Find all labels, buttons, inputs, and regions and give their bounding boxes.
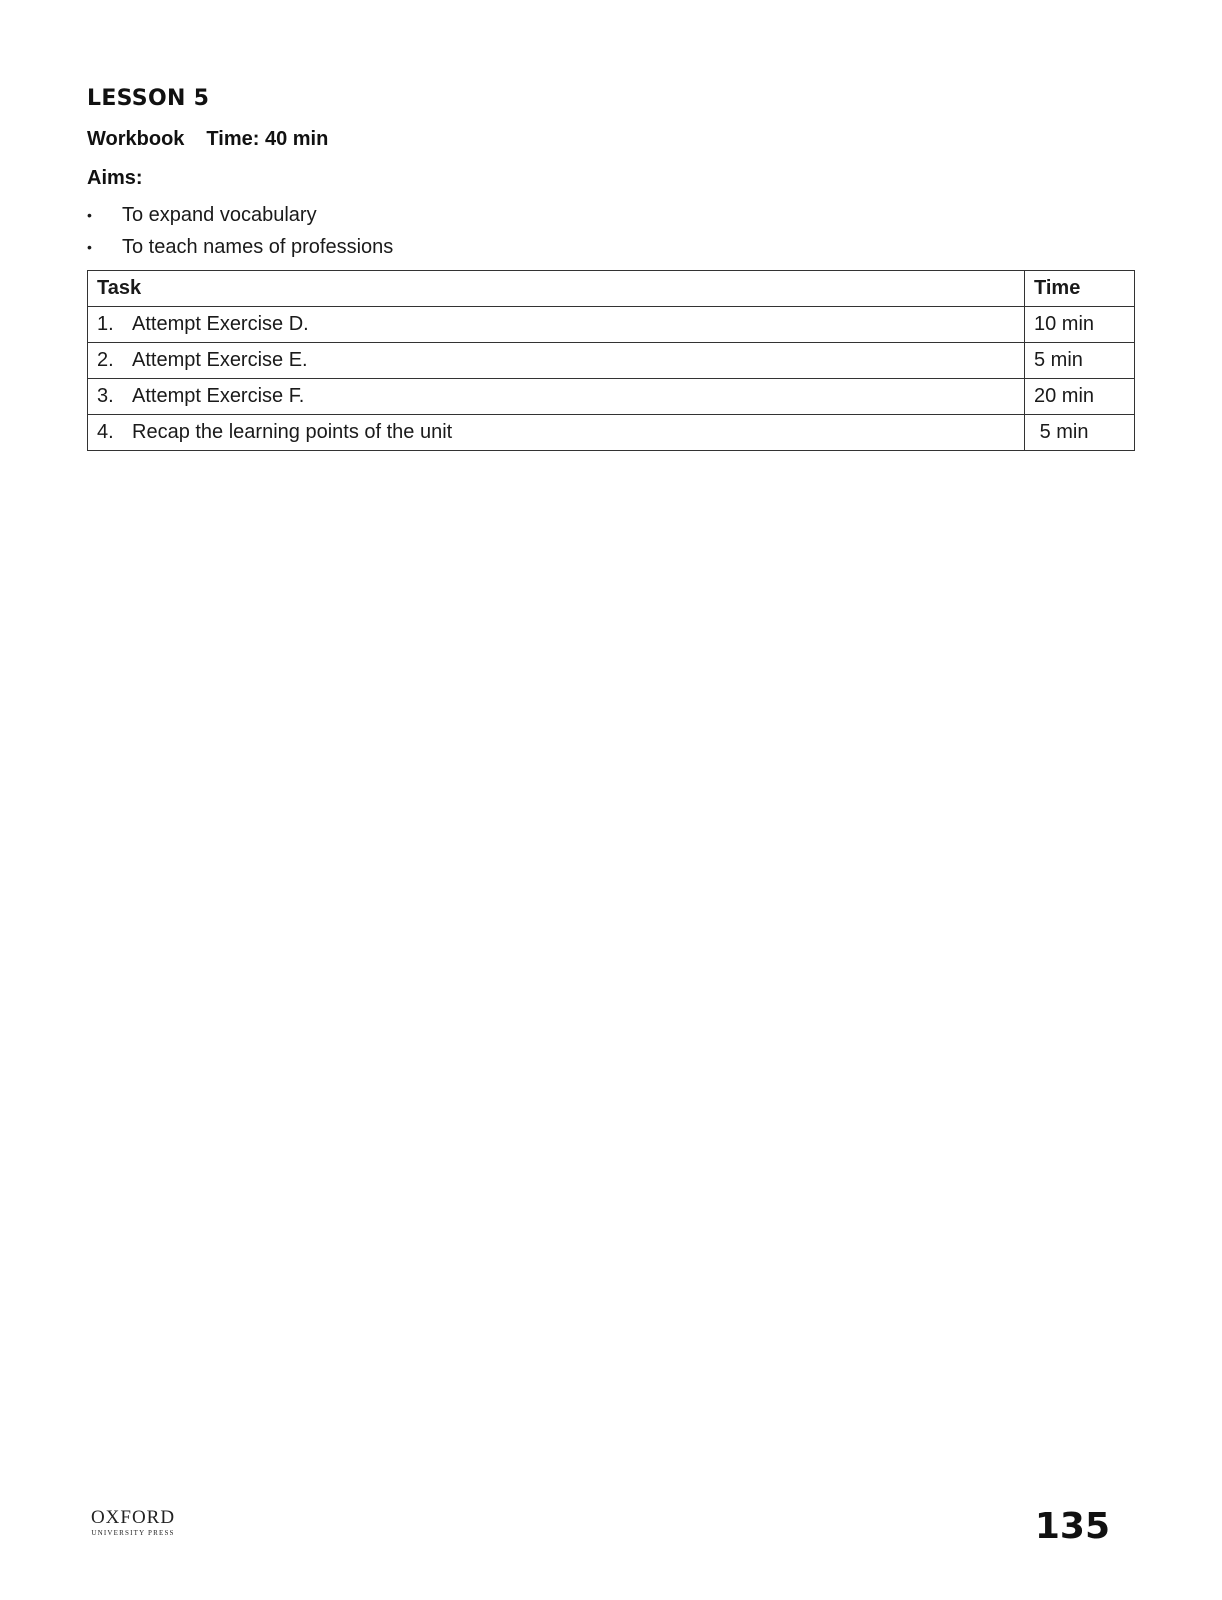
- header-time: Time: [1025, 271, 1135, 307]
- task-cell: [88, 343, 1025, 379]
- publisher-subtitle: UNIVERSITY PRESS: [91, 1529, 175, 1537]
- table-row: [88, 307, 1135, 343]
- time-cell: 10 min: [1025, 307, 1135, 343]
- page-number: 135: [1034, 1506, 1110, 1547]
- time-cell: 5 min: [1025, 343, 1135, 379]
- lesson-title: LESSON 5: [87, 86, 210, 111]
- lesson-time: Time: 40 min: [206, 128, 329, 150]
- task-number: 1.: [97, 313, 114, 335]
- table-row: [88, 379, 1135, 415]
- aim-text: To teach names of professions: [122, 236, 394, 258]
- time-cell: [1025, 415, 1135, 451]
- task-text: Recap the learning points of the unit: [132, 421, 453, 443]
- aims-list: [87, 203, 393, 267]
- task-number: 4.: [97, 421, 114, 443]
- table-header-row: [88, 271, 1135, 307]
- header-task: Task: [88, 271, 1025, 307]
- task-number: 3.: [97, 385, 114, 407]
- task-text: Attempt Exercise D.: [132, 313, 309, 335]
- task-text: Attempt Exercise F.: [132, 385, 305, 407]
- lesson-meta: [87, 128, 328, 151]
- aim-item: [87, 235, 393, 267]
- task-cell: [88, 415, 1025, 451]
- bullet-icon: •: [87, 239, 92, 255]
- task-text: Attempt Exercise E.: [132, 349, 308, 371]
- task-cell: [88, 379, 1025, 415]
- bullet-icon: •: [87, 207, 92, 223]
- time-value: 5 min: [1039, 421, 1089, 443]
- aims-label: Aims:: [87, 167, 143, 189]
- table-row: [88, 415, 1135, 451]
- task-table: [87, 270, 1135, 451]
- aim-item: [87, 203, 393, 235]
- lesson-source: Workbook: [87, 128, 185, 150]
- task-cell: [88, 307, 1025, 343]
- aim-text: To expand vocabulary: [122, 204, 317, 226]
- publisher-name: OXFORD: [90, 1507, 176, 1528]
- time-cell: 20 min: [1025, 379, 1135, 415]
- task-number: 2.: [97, 349, 114, 371]
- table-row: [88, 343, 1135, 379]
- publisher-logo: [87, 1508, 179, 1538]
